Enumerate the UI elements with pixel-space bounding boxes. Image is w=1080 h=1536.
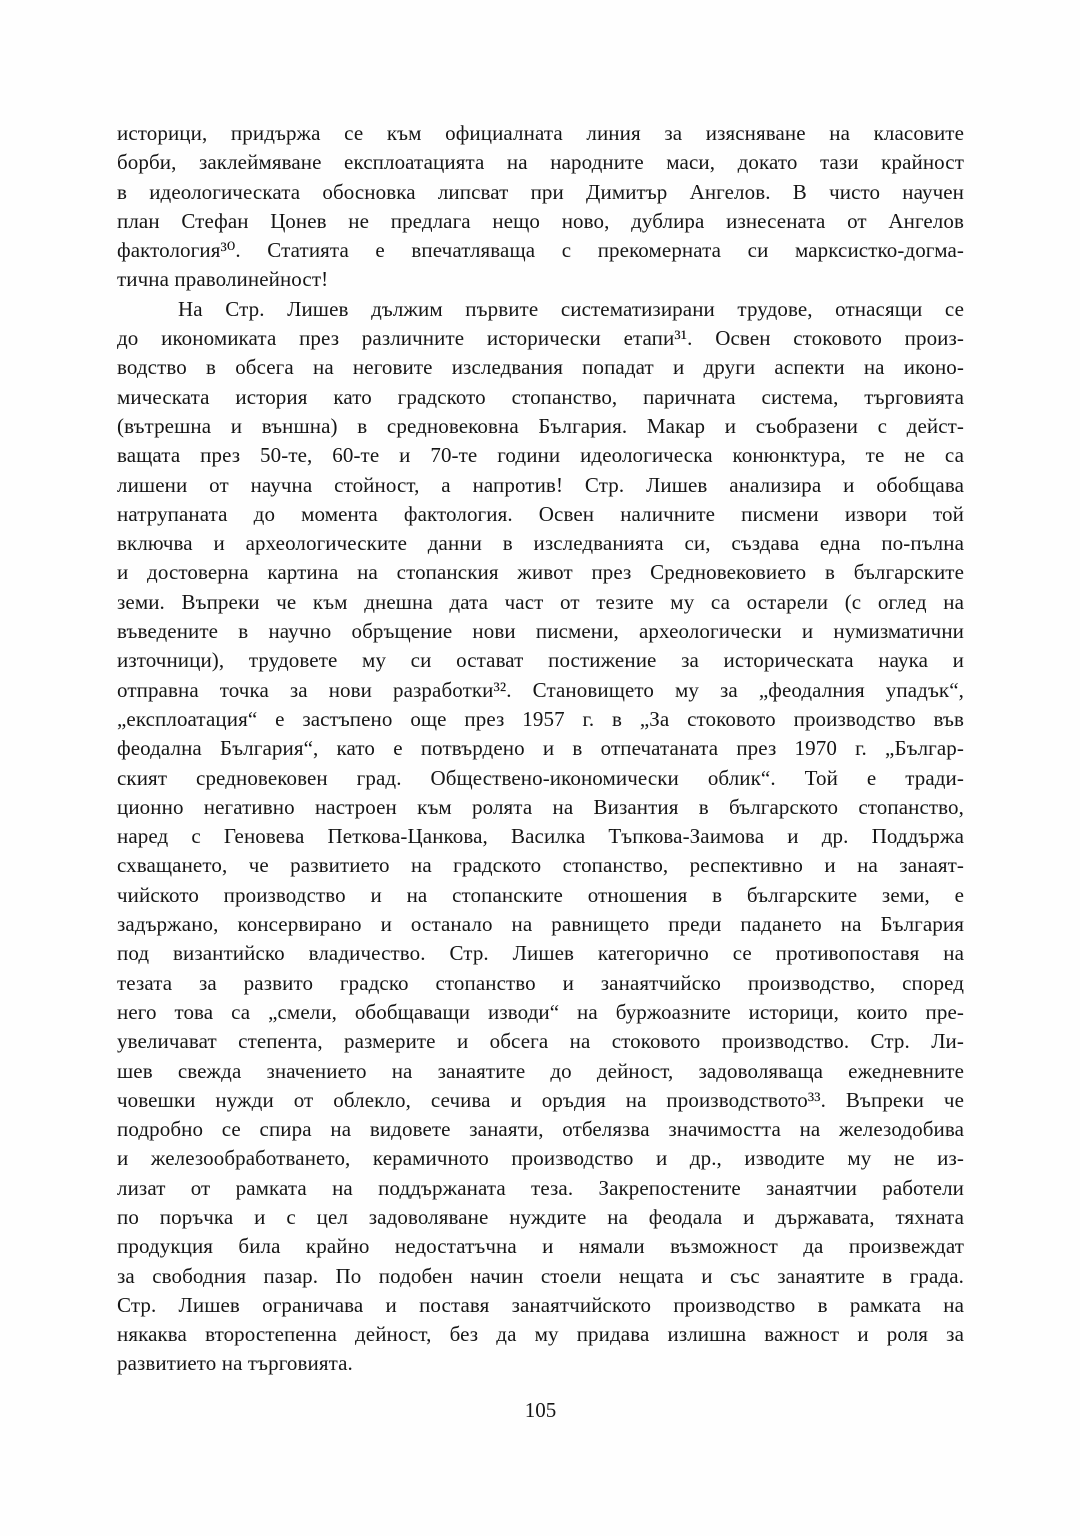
text-line: земи. Въпреки че към днешна дата част от тезите му са остарели (с оглед на bbox=[117, 589, 964, 614]
text-line: фактология³⁰. Статията е впечатляваща с прекомерната си марксистко-догма- bbox=[117, 238, 964, 263]
text-line: ският средновековен град. Обществено-икономически облик“. Той е тради- bbox=[117, 765, 964, 790]
text-line: в идеологическата обосновка липсват при Димитър Ангелов. В чисто научен bbox=[117, 179, 964, 204]
text-line: под византийско владичество. Стр. Лишев категорично се противопоставя на bbox=[117, 941, 964, 966]
text-line: лишени от научна стойност, а напротив! Стр. Лишев анализира и обобщава bbox=[117, 472, 964, 497]
text-line: по поръчка и с цел задоволяване нуждите на феодала и държавата, тяхната bbox=[117, 1204, 964, 1229]
text-line: шев свежда значението на занаятите до дейност, задоволяваща ежедневните bbox=[117, 1058, 964, 1083]
text-line: план Стефан Цонев не предлага нещо ново, дублира изнесената от Ангелов bbox=[117, 208, 964, 233]
text-block bbox=[117, 119, 964, 1379]
text-line: „експлоатация“ е застъпено още през 1957 г. в „За стоковото производство във bbox=[117, 706, 964, 731]
text-line: водство в обсега на неговите изследвания попадат и други аспекти на иконо- bbox=[117, 355, 964, 380]
text-line: увеличават степента, размерите и обсега на стоковото производство. Стр. Ли- bbox=[117, 1029, 964, 1054]
text-line: продукция била крайно недостатъчна и нямали възможност да произвеждат bbox=[117, 1234, 964, 1259]
text-line: включва и археологическите данни в изследванията си, създава една по-пълна bbox=[117, 531, 964, 556]
text-line: ционно негативно настроен към ролята на Византия в българското стопанство, bbox=[117, 794, 964, 819]
text-line: него това са „смели, обобщаващи изводи“ на буржоазните историци, които пре- bbox=[117, 999, 964, 1024]
text-line: въведените в научно обръщение нови писмени, археологически и нумизматични bbox=[117, 619, 964, 644]
text-line: за свободния пазар. По подобен начин стоели нещата и със занаятите в града. bbox=[117, 1263, 964, 1288]
text-line: наред с Геновева Петкова-Цанкова, Василка Тъпкова-Заимова и др. Поддържа bbox=[117, 824, 964, 849]
text-line: и железообработването, керамичното производство и др., изводите му не из- bbox=[117, 1146, 964, 1171]
text-line: феодална България“, като е потвърдено и в отпечатаната през 1970 г. „Българ- bbox=[117, 736, 964, 761]
text-line: задържано, консервирано и останало на равнището преди падането на България bbox=[117, 912, 964, 937]
text-line: борби, заклеймяване експлоатацията на народните маси, докато тази крайност bbox=[117, 150, 964, 175]
text-line: до икономиката през различните исторически етапи³¹. Освен стоковото произ- bbox=[117, 326, 964, 351]
text-line: тезата за развито градско стопанство и занаятчийско производство, според bbox=[117, 970, 964, 995]
text-line: лизат от рамката на поддържаната теза. Закрепостените занаятчии работели bbox=[117, 1175, 964, 1200]
text-line: (вътрешна и външна) в средновековна България. Макар и съобразени с дейст- bbox=[117, 413, 964, 438]
text-line: някаква второстепенна дейност, без да му придава излишна важност и роля за bbox=[117, 1322, 964, 1347]
text-line: и достоверна картина на стопанския живот през Средновековието в българските bbox=[117, 560, 964, 585]
text-line: източници), трудовете му си остават постижение за историческата наука и bbox=[117, 648, 964, 673]
text-line: историци, придържа се към официалната линия за изясняване на класовите bbox=[117, 121, 964, 145]
text-line: човешки нужди от облекло, сечива и оръдия на производството³³. Въпреки че bbox=[117, 1087, 964, 1112]
text-line: тична праволинейност! bbox=[117, 267, 329, 292]
text-line: натрупаната до момента фактология. Освен наличните писмени извори той bbox=[117, 501, 964, 526]
text-line: мическата история като градското стопанство, паричната система, търговията bbox=[117, 384, 964, 409]
text-line: чийското производство и на стопанските отношения в българските земи, е bbox=[117, 882, 964, 907]
text-line: схващането, че развитието на градското стопанство, респективно и на занаят- bbox=[117, 853, 964, 878]
text-line: отправна точка за нови разработки³². Становището му за „феодалния упадък“, bbox=[117, 677, 964, 702]
text-line: На Стр. Лишев дължим първите систематизирани трудове, отнасящи се bbox=[178, 296, 964, 321]
paragraph bbox=[117, 119, 964, 295]
text-line: подробно се спира на видовете занаяти, отбелязва значимостта на железодобива bbox=[117, 1117, 964, 1142]
text-line: развитието на търговията. bbox=[117, 1351, 353, 1376]
text-line: ващата през 50-те, 60-те и 70-те години идеологическа конюнктура, те не са bbox=[117, 443, 964, 468]
page-number: 105 bbox=[524, 1398, 557, 1422]
paragraph bbox=[117, 295, 964, 1379]
text-line: Стр. Лишев ограничава и поставя занаятчийското производство в рамката на bbox=[117, 1292, 964, 1317]
